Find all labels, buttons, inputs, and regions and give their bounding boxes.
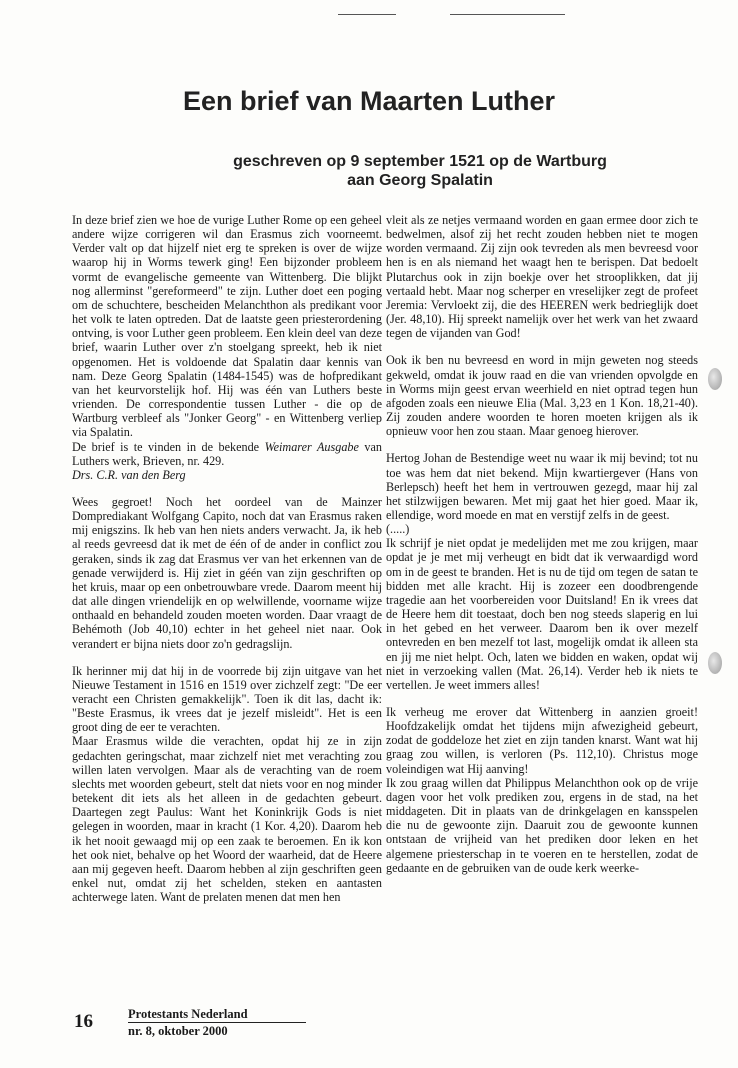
ellipsis-line: (.....) — [386, 522, 410, 537]
right-column — [386, 213, 698, 888]
intro-paragraph: In deze brief zien we hoe de vurige Luther Rome op een geheel andere wijze corrigeren wil dan Erasmus zich voorneemt. Verder valt op dat hijzelf niet erg te spreken is over de wijze waarop hij in Worms tewerk ging! Een bijzonder probleem vormt de evangelische gemeente van Wittenberg. Die blijkt nog allerminst "gereformeerd" te zijn. Luther doet een poging om de schuchtere, bescheiden Melanchthon als predikant voor het volk te laten optreden. Dat de laatste geen priesterordening ontving, is voor Luther geen probleem. Een klein deel van deze brief, waarin Luther over z'n stoelgang spreekt, heb ik niet opgenomen. Het is voldoende dat Spalatin daar kennis van nam. Deze Georg Spalatin (1484-1545) was de hofpredikant van het keurvorstelijk hof. Hij was één van Luthers beste vrienden. De correspondentie tussen Luther - die op de Wartburg verbleef als "Jonker Georg" - en Wittenberg verliep via Spalatin. — [72, 213, 382, 440]
magazine-info — [128, 1007, 306, 1038]
page-number: 16 — [74, 1011, 93, 1032]
intro-author — [72, 468, 382, 482]
left-column — [72, 213, 382, 917]
top-rule-1 — [338, 14, 396, 15]
article-subtitle — [120, 152, 720, 190]
letter-paragraph: Ook ik ben nu bevreesd en word in mijn geweten nog steeds gekweld, omdat ik jouw raad en die van vrienden opvolgde en in Worms mijn geest ervan weerhield en niet optrad tegen hun afgoden zoals een nieuwe Elia (Mal. 3,23 en 1 Kon. 18,21-40). Zij zouden andere woorden te horen moeten krijgen als ik opnieuw voor hen zou staan. Maar genoeg hierover. — [386, 353, 698, 439]
letter-paragraph: Ik zou graag willen dat Philippus Melanchthon ook op de vrije dagen voor het volk prediken zou, ergens in de stad, na het middageten. Dit in plaats van de drinkgelagen en kansspelen die nu de gewoonte zijn. Daaruit zou de gewoonte kunnen ontstaan de vrijheid van het prediken door leken en het algemene priesterschap in te voeren en te herstellen, zodat de gedaante en de gebruiken van de oude kerk weerke- — [386, 775, 698, 875]
punch-hole — [708, 368, 722, 390]
letter-paragraph: vleit als ze netjes vermaand worden en gaan ermee door zich te bedwelmen, alsof zij het recht zouden hebben niet te mogen worden vermaand. Zij zijn ook tevreden als men bevreesd voor hen is en als niemand het waagt hen te berispen. Dat bedoelt Plutarchus ook in zijn boekje over het strooplikken, dat jij vertaald hebt. Maar nog scherper en vreselijker zegt de profeet Jeremia: Vervloekt zij, die des HEEREN werk bedrieglijk doet (Jer. 48,10). Hij spreekt namelijk over het werk van het zwaard tegen de vijanden van God! — [386, 213, 698, 341]
subtitle-line-2: aan Georg Spalatin — [347, 172, 493, 189]
subtitle-line-1: geschreven op 9 september 1521 op de Wartburg — [233, 153, 607, 170]
letter-paragraph: Hertog Johan de Bestendige weet nu waar ik mij bevind; tot nu toe was hem dat niet bekend. Mijn kwartiergever (Hans von Berlepsch) heeft het hem in vertrouwen gezegd, maar hij zal het stilzwijgen bewaren. Met mij gaat het hier goed. Maar ik, ellendige, word moede en mat en verstijf zelfs in de geest. — [386, 451, 698, 522]
footer-rule — [128, 1022, 306, 1023]
source-italic: Weimarer Ausgabe — [264, 439, 359, 454]
source-note — [72, 440, 382, 468]
letter-paragraph: Ik schrijf je niet opdat je medelijden met me zou krijgen, maar opdat je je met mij verheugt en bidt dat ik verwaardigd word om in de geest te branden. Het is nu de tijd om tegen de satan te bidden met alle kracht. Hij is zozeer een doodbrengende tragedie aan het voorbereiden voor Duitsland! En ik vrees dat de Heere hem dit toestaat, doch ben nog steeds slaperig en lui in het gebed en het verweer. Daarom ben ik over mezelf ontevreden en ben mezelf tot last, mogelijk omdat ik alleen sta en jij me niet helpt. Och, laten we bidden en waken, opdat wij niet in verzoeking vallen (Mat. 26,14). Verder heb ik niets te vertellen. Je weet immers alles! — [386, 536, 698, 692]
article-title: Een brief van Maarten Luther — [182, 86, 556, 116]
issue-info: nr. 8, oktober 2000 — [128, 1024, 228, 1038]
author-name: Drs. C.R. van den Berg — [72, 467, 186, 482]
magazine-name: Protestants Nederland — [128, 1007, 248, 1021]
top-rule-2 — [450, 14, 565, 15]
letter-paragraph: Ik herinner mij dat hij in de voorrede bij zijn uitgave van het Nieuwe Testament in 1516 en 1519 over zichzelf zegt: "De eer veracht een Christen gemakkelijk". Toen ik dit las, dacht ik: "Beste Erasmus, ik vrees dat je jezelf misleidt". Het is een groot ding de eer te verachten. — [72, 663, 382, 735]
source-pre: De brief is te vinden in de bekende — [72, 439, 265, 454]
letter-paragraph: Wees gegroet! Noch het oordeel van de Mainzer Domprediakant Wolfgang Capito, noch dat van Erasmus raken mij enigszins. Ik heb van hen niets anders verwacht. Ja, ik heb al reeds gevreesd dat ik met de één of de ander in conflict zou geraken, sinds ik zag dat Erasmus ver van het erkennen van de genade verwijderd is. Hij ziet in géén van zijn geschriften op het kruis, maar op een onbetrouwbare vrede. Daarom meent hij dat alle dingen vriendelijk en op welwillende, voorname wijze onthaald en behandeld zouden moeten worden. Daar vraagt de Behémoth (Job 40,10) echter in het geheel niet naar. Ook verandert er bijna niets door zo'n gedragslijn. — [72, 494, 382, 651]
punch-hole — [708, 652, 722, 674]
letter-paragraph: Maar Erasmus wilde die verachten, opdat hij ze in zijn gedachten geringschat, maar zichzelf niet met verachting zou willen laten vervolgen. Maar als de verachting van de roem slechts met woorden gebeurt, stelt dat niets voor en nog minder betekent dit iets als het alleen in de gedachten gebeurt. Daartegen zegt Paulus: Want het Koninkrijk Gods is niet gelegen in woorden, maar in kracht (1 Kor. 4,20). Daarom heb ik het nooit gewaagd mij op een zaak te beroemen. En ik kon het ook niet, behalve op het Woord der waarheid, dat de Heere aan mij gegeven heeft. Daarom hebben al zijn geschriften geen enkel nut, omdat zij het schelden, steken en aantasten achterwege laten. Want de prelaten menen dat men hen — [72, 734, 382, 905]
letter-paragraph: Ik verheug me erover dat Wittenberg in aanzien groeit! Hoofdzakelijk omdat het tijdens mijn afwezigheid gebeurt, zodat de goddeloze het ziet en zijn tanden knarst. Want wat hij graag zou willen, is verloren (Ps. 112,10). Christus moge voleindigen wat Hij aanving! — [386, 705, 698, 776]
source-post: van Luthers werk, Brieven, nr. 429. — [72, 439, 382, 468]
